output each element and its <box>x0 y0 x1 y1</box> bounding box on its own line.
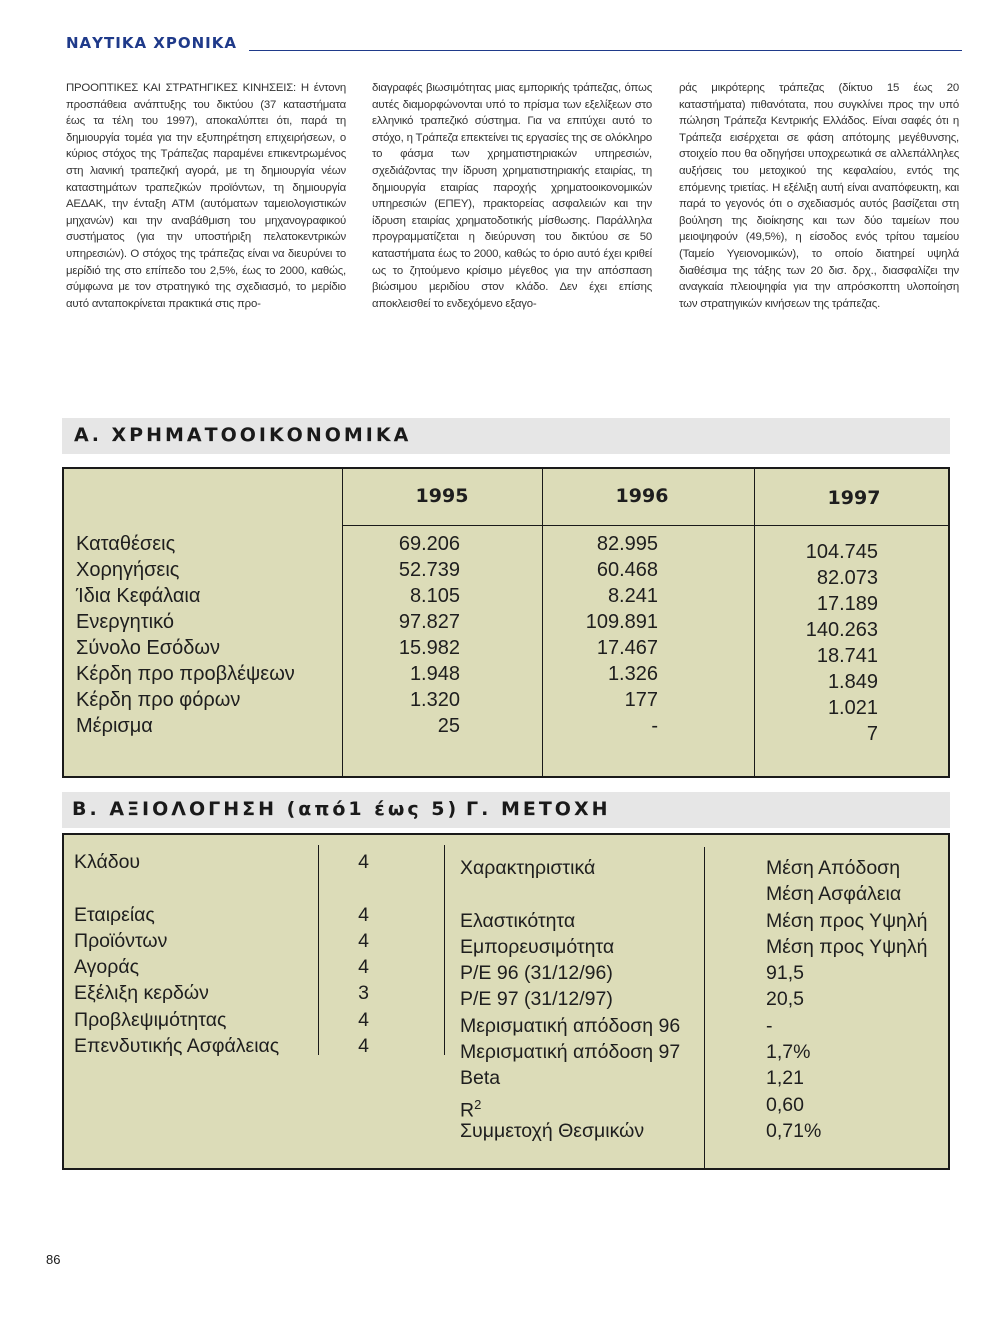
share-values <box>766 855 927 1144</box>
share-label <box>460 1092 680 1122</box>
value-cell: 177 <box>624 689 658 711</box>
r-squared-symbol: R <box>460 1099 475 1122</box>
value-cell: 140.263 <box>805 619 878 641</box>
year-1995: 1995 <box>415 485 469 507</box>
evaluation-score: 4 <box>358 1008 369 1031</box>
share-label: Μερισματική απόδοση 97 <box>460 1041 681 1064</box>
value-cell: 52.739 <box>398 559 460 581</box>
column-divider <box>318 845 319 1055</box>
value-cell: 7 <box>866 723 878 745</box>
share-value: 1,7% <box>766 1041 811 1064</box>
column-divider <box>704 847 705 1168</box>
year-1996: 1996 <box>615 485 669 507</box>
value-cell: - <box>651 715 658 737</box>
financials-header <box>62 418 950 454</box>
value-cell: 82.995 <box>596 533 658 555</box>
evaluation-label: Κλάδου <box>74 851 141 873</box>
financials-row-labels <box>76 531 295 739</box>
row-label: Μέρισμα <box>76 715 153 737</box>
column-divider <box>542 469 543 776</box>
row-label: Χορηγήσεις <box>76 559 180 581</box>
value-cell: 17.467 <box>596 637 658 659</box>
article-column-1: ΠΡΟΟΠΤΙΚΕΣ ΚΑΙ ΣΤΡΑΤΗΓΙΚΕΣ ΚΙΝΗΣΕΙΣ: Η έντονη προσπάθεια ανάπτυξης του δικτύου (37 καταστήματα έως τα τέλη του 1997), αποκαλύπτει ότι, παρά τη δημιουργία τομέα για την εξυπηρέτηση επιχειρήσεων, ο κύριος στόχος της Τράπεζας παραμένει επικεντρωμένος στη λιανική τραπεζική αγορά, με τη δημιουργία νέων καταστημάτων τραπεζικών προϊόντων, τη δημιουργία ΑΕΔΑΚ, την ένταξη ATM (αυτόματων ταμειολογιστικών μηχανών) και την αναβάθμιση του μηχανογραφικού συστήματος (για την υποστήριξη πελατοκεντρικών υπηρεσιών). Ο στόχος της τράπεζας είναι να διευρύνει το μερίδιό της στο επίπεδο του 2,5%, έως το 2000, καθώς, σύμφωνα με τον στρατηγικό της σχεδιασμό, το μερίδιο αυτό ανταποκρίνεται πρακτικά στις προ- <box>66 82 346 310</box>
evaluation-label: Εξέλιξη κερδών <box>74 982 209 1005</box>
row-label: Καταθέσεις <box>76 533 176 555</box>
share-value: Μέση προς Υψηλή <box>766 909 928 932</box>
share-value: 1,21 <box>766 1067 804 1090</box>
value-cell: 1.326 <box>607 663 658 685</box>
share-label: Χαρακτηριστικά <box>460 857 596 879</box>
evaluation-label: Προβλεψιμότητας <box>74 1008 227 1031</box>
share-value: - <box>766 1014 773 1037</box>
evaluation-scores <box>349 849 369 1059</box>
evaluation-score: 4 <box>358 929 369 952</box>
share-value: Μέση Απόδοση <box>766 857 901 879</box>
value-cell: 15.982 <box>398 637 460 659</box>
header-rule <box>342 525 948 526</box>
value-cell: 17.189 <box>816 593 878 615</box>
r-squared-exponent: 2 <box>474 1096 482 1112</box>
row-label: Κέρδη προ προβλέψεων <box>76 663 295 685</box>
evaluation-share-header <box>62 792 950 828</box>
evaluation-score: 4 <box>358 956 369 979</box>
masthead <box>66 34 962 58</box>
share-label: Beta <box>460 1067 501 1090</box>
evaluation-share-table <box>62 833 950 1170</box>
share-label: Εμπορευσιμότητα <box>460 935 615 958</box>
value-cell: 1.320 <box>409 689 460 711</box>
year-1997: 1997 <box>827 487 881 509</box>
share-label: P/E 97 (31/12/97) <box>460 988 613 1011</box>
value-cell: 25 <box>437 715 460 737</box>
share-value: 20,5 <box>766 988 804 1011</box>
evaluation-score: 4 <box>358 903 369 926</box>
share-title: Γ. ΜΕΤΟΧΗ <box>466 798 611 820</box>
share-label: Μερισματική απόδοση 96 <box>460 1014 681 1037</box>
value-cell: 97.827 <box>398 611 460 633</box>
value-cell: 18.741 <box>816 645 878 667</box>
article-column-3: ράς μικρότερης τράπεζας (δίκτυο 15 έως 20 καταστήματα) πιθανότατα, που συγκλίνει προς την υπό πώληση Τράπεζα Κεντρικής Ελλάδος. Είναι σαφές ότι η Τράπεζα εισέρχεται σε φάση απότομης μεγέθυνσης, στοιχείο που θα οδηγήσει υποχρεωτικά σε αλλεπάλληλες αυξήσεις του μετοχικού της κεφαλαίου, εντός της επόμενης τριετίας. Η εξέλιξη αυτή είναι αναπόφευκτη, και παρά το γεγονός ότι ο σχεδιασμός αυτός βασίζεται στη βούληση της διοίκησης και των δύο ταμείων που μειοψηφούν (49,5%), η είσοδος ενός τρίτου ταμείου (Ταμείο Υγειονομικών), το οποίο διατηρεί υψηλά διαθέσιμα της τάξης των 20 δισ. δρχ., διασφαλίζει την αναγκαία πλειοψηφία για την απρόσκοπτη υλοποίηση των στρατηγικών κινήσεων της τράπεζας. <box>679 82 959 310</box>
evaluation-label: Επενδυτικής Ασφάλειας <box>74 1035 280 1058</box>
article-column-2: διαγραφές βιωσιμότητας μιας εμπορικής τράπεζας, όπως αυτές διαμορφώνονται υπό το πρίσμα των εξελίξεων στο ελληνικό τραπεζικό σύστημα. Για να επιτύχει αυτό το στόχο, η Τράπεζα επεκτείνει τις εργασίες της σε ολόκληρο το φάσμα των χρηματιστηριακών υπηρεσιών, σχεδιάζοντας την ίδρυση χρηματιστηριακής εταιρίας, τη δημιουργία εταιρίας παροχής χρηματοοικονομικών υπηρεσιών (ΕΠΕΥ), πρακτορείας ασφαλειών και την ίδρυση εταιρίας χρηματοδοτικής μίσθωσης. Παράλληλα προγραμματίζεται η διεύρυνση του δικτύου σε 50 καταστήματα έως το 2000, καθώς το όριο αυτό έχει κριθεί ως το ζητούμενο κρίσιμο μέγεθος για την απόσπαση βιώσιμου μεριδίου στον κλάδο. Δεν έχει επίσης αποκλεισθεί το ενδεχόμενο εξαγο- <box>372 82 652 310</box>
share-value: 0,60 <box>766 1093 804 1116</box>
share-label: P/E 96 (31/12/96) <box>460 962 613 985</box>
page-number: 86 <box>46 1252 61 1267</box>
value-cell: 60.468 <box>596 559 658 581</box>
share-value: 0,71% <box>766 1119 822 1142</box>
evaluation-score: 4 <box>358 1035 369 1058</box>
column-divider <box>342 469 343 776</box>
values-1995 <box>364 531 460 739</box>
masthead-rule <box>249 50 962 51</box>
financials-title: Α. ΧΡΗΜΑΤΟΟΙΚΟΝΟΜΙΚΑ <box>74 424 412 446</box>
values-1997 <box>764 539 878 747</box>
evaluation-labels <box>74 849 279 1059</box>
value-cell: 1.849 <box>827 671 878 693</box>
row-label: Σύνολο Εσόδων <box>76 637 220 659</box>
evaluation-label: Αγοράς <box>74 956 140 979</box>
column-divider <box>754 469 755 776</box>
value-cell: 8.105 <box>409 585 460 607</box>
value-cell: 1.948 <box>409 663 460 685</box>
evaluation-score: 3 <box>358 982 369 1005</box>
row-label: Ενεργητικό <box>76 611 174 633</box>
evaluation-title: Β. ΑΞΙΟΛΟΓΗΣΗ (από1 έως 5) <box>72 798 460 820</box>
evaluation-label: Εταιρείας <box>74 903 155 926</box>
share-labels <box>460 855 680 1144</box>
value-cell: 109.891 <box>585 611 658 633</box>
column-divider <box>444 845 445 1055</box>
evaluation-score: 4 <box>358 851 369 873</box>
value-cell: 82.073 <box>816 567 878 589</box>
financials-table <box>62 467 950 778</box>
value-cell: 69.206 <box>398 533 460 555</box>
share-value: Μέση Ασφάλεια <box>766 883 902 906</box>
share-value: 91,5 <box>766 962 804 985</box>
value-cell: 104.745 <box>805 541 878 563</box>
value-cell: 1.021 <box>827 697 878 719</box>
evaluation-label: Προϊόντων <box>74 929 168 952</box>
share-value: Μέση προς Υψηλή <box>766 935 928 958</box>
share-label: Συμμετοχή Θεσμικών <box>460 1119 645 1142</box>
row-label: Κέρδη προ φόρων <box>76 689 241 711</box>
values-1996 <box>554 531 658 739</box>
row-label: Ίδια Κεφάλαια <box>76 585 201 607</box>
value-cell: 8.241 <box>607 585 658 607</box>
magazine-title: ΝΑΥΤΙΚΑ ΧΡΟΝΙΚΑ <box>66 34 237 52</box>
share-label: Ελαστικότητα <box>460 909 576 932</box>
